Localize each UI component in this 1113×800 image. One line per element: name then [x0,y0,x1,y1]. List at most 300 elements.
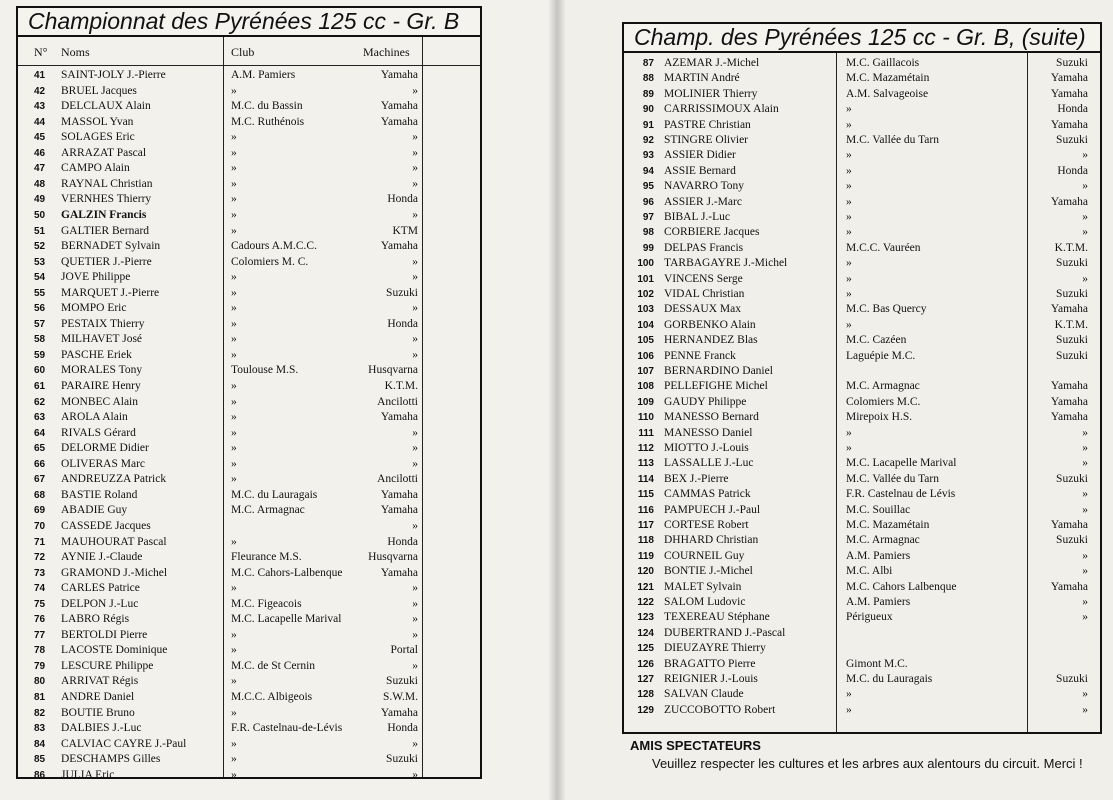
table-header [18,37,480,66]
table-row [624,225,1100,241]
entry-number: 79 [34,660,46,672]
club-name: » [231,473,237,486]
entry-number: 82 [34,707,46,719]
club-name: » [846,118,852,131]
machine-brand: » [1082,211,1088,223]
table-row [624,318,1100,334]
club-name: » [231,162,237,175]
machine-brand: Yamaha [380,566,418,579]
club-name: M.C. Cahors Lalbenque [846,580,957,593]
machine-brand: » [412,737,418,750]
club-name: » [231,193,237,206]
table-row [18,115,480,131]
rider-name: MASSOL Yvan [61,115,134,128]
right-page [556,0,1113,800]
club-name: » [846,180,852,193]
entry-number: 108 [637,381,654,393]
entry-number: 115 [637,489,654,501]
header-machines: Machines [363,45,410,59]
rider-name: MORALES Tony [61,364,143,377]
rider-name: BASTIE Roland [61,488,138,501]
entry-number: 61 [34,381,46,392]
table-row [18,332,480,348]
table-row [624,179,1100,195]
entry-number: 95 [642,181,654,193]
club-name: Fleurance M.S. [231,551,302,564]
rider-name: DESCHAMPS Gilles [61,753,161,766]
machine-brand: » [412,457,418,470]
club-name: » [846,195,852,208]
entry-number: 101 [637,273,654,285]
rider-name: MIOTTO J.-Louis [664,442,749,454]
table-row [624,580,1100,596]
table-row [624,287,1100,303]
club-name: » [231,706,237,719]
rider-name: DELPAS Francis [664,241,744,254]
table-row [624,333,1100,349]
table-row [18,239,480,255]
club-name: M.C. Armagnac [846,534,920,547]
machine-brand: Yamaha [1050,519,1088,531]
machine-brand: » [412,582,418,595]
entry-number: 124 [637,627,654,639]
machine-brand: Suzuki [1056,57,1088,69]
entry-number: 41 [34,70,46,81]
rider-name: DUBERTRAND J.-Pascal [664,626,786,639]
rider-name: LASSALLE J.-Luc [664,457,754,470]
rider-name: VIDAL Christian [664,288,745,300]
entry-number: 83 [34,723,46,735]
entry-number: 50 [34,209,46,221]
entry-number: 47 [34,163,46,175]
rider-name: BERTOLDI Pierre [61,628,148,641]
entry-number: 86 [34,769,46,781]
entry-number: 72 [34,552,46,564]
rider-name: OLIVERAS Marc [61,457,145,470]
club-name: M.C. Gaillacois [846,57,920,69]
club-name: M.C.C. Albigeois [231,691,313,703]
entry-number: 48 [34,178,46,190]
rider-name: MARTIN André [664,72,740,85]
table-row [18,706,480,722]
club-name: M.C. de St Cernin [231,659,316,672]
entry-number: 125 [637,643,654,655]
club-name: » [231,582,237,595]
club-name: » [231,84,237,97]
rider-name: DHHARD Christian [664,534,759,547]
rider-name: BERNARDINO Daniel [664,365,773,377]
machine-brand: Suzuki [1056,472,1088,485]
notice-text: Veuillez respecter les cultures et les arbres aux alentours du circuit. Merci ! [652,756,1083,771]
entry-number: 57 [34,318,46,330]
entry-number: 60 [34,365,46,377]
table-row [18,177,480,193]
table-row [624,626,1100,642]
table-row [624,657,1100,673]
club-name: F.R. Castelnau-de-Lévis [231,722,343,735]
left-page [0,0,556,800]
rider-name: MALET Sylvain [664,580,742,593]
rider-name: LESCURE Philippe [61,659,154,672]
table-row [18,472,480,488]
rider-name: PELLEFIGHE Michel [664,380,768,393]
entry-number: 71 [34,536,46,548]
entry-number: 55 [34,287,46,299]
machine-brand: Suzuki [1056,257,1088,270]
table-row [18,317,480,333]
club-name: » [846,703,852,716]
rider-name: SOLAGES Eric [61,131,135,144]
entry-number: 103 [637,304,654,316]
table-row [18,503,480,519]
rider-name: MANESSO Bernard [664,411,759,424]
club-name: Mirepoix H.S. [846,411,913,424]
club-name: » [846,149,852,162]
machine-brand: S.W.M. [382,691,418,703]
rider-name: PASTRE Christian [664,118,751,131]
club-name: » [231,271,237,284]
table-row [624,302,1100,318]
entry-number: 102 [637,289,654,300]
machine-brand: » [412,768,418,781]
rider-name: DESSAUX Max [664,303,741,316]
machine-brand: Honda [1057,103,1088,116]
table-row [18,426,480,442]
machine-brand: » [1082,549,1088,562]
machine-brand: » [412,131,418,144]
rider-name: CASSEDE Jacques [61,519,151,532]
entry-number: 114 [637,473,654,485]
entry-number: 91 [642,119,654,131]
rider-name: PENNE Franck [664,349,736,362]
table-row [18,84,480,100]
club-name: » [231,457,237,470]
entry-number: 106 [637,350,654,362]
rider-name: GALTIER Bernard [61,224,150,237]
rider-name: ASSIER Didier [664,149,736,162]
entry-number: 129 [637,704,654,716]
machine-brand: Yamaha [380,488,418,501]
machine-brand: Yamaha [1050,195,1088,208]
rider-name: LABRO Régis [61,613,130,626]
machine-brand: » [1082,442,1088,454]
club-name: » [231,208,237,221]
rider-name: ASSIER J.-Marc [664,195,742,208]
entry-number: 62 [34,396,46,408]
club-name: » [846,688,852,701]
rider-name: CALVIAC CAYRE J.-Paul [61,737,187,750]
rider-name: ZUCCOBOTTO Robert [664,703,776,716]
machine-brand: K.T.M. [1054,241,1088,254]
rider-name: PASCHE Eriek [61,348,132,361]
machine-brand: Ancilotti [377,473,418,486]
table-row [18,395,480,411]
machine-brand: KTM [392,224,418,237]
table-row [624,472,1100,488]
machine-brand: Honda [1057,164,1088,177]
table-row [18,348,480,364]
club-name: » [231,380,237,392]
machine-brand: Honda [387,535,418,548]
table-row [18,674,480,690]
table-row [624,133,1100,149]
entry-number: 117 [637,520,654,531]
entry-number: 70 [34,520,46,532]
machine-brand: Yamaha [1050,395,1088,408]
table-row [18,130,480,146]
machine-brand: » [412,84,418,97]
table-row [624,533,1100,549]
machine-brand: » [412,426,418,439]
machine-brand: Yamaha [1050,380,1088,393]
table-row [624,379,1100,395]
entry-number: 96 [642,196,654,208]
machine-brand: » [412,208,418,221]
rider-name: ARRAZAT Pascal [61,146,147,159]
rider-name: REIGNIER J.-Louis [664,673,758,685]
entry-number: 97 [642,212,654,223]
rider-name: MOLINIER Thierry [664,87,758,100]
rider-name: CORBIERE Jacques [664,226,760,239]
header-names: Noms [61,45,90,59]
rider-name: CARRISSIMOUX Alain [664,103,779,116]
table-row [18,457,480,473]
rider-name: SAINT-JOLY J.-Pierre [61,69,166,81]
machine-brand: » [1082,703,1088,716]
rider-name: CORTESE Robert [664,519,749,531]
rider-name: TEXEREAU Stéphane [664,611,770,624]
table-row [18,146,480,162]
left-entry-table [16,37,482,779]
machine-brand: Husqvarna [368,364,418,377]
rider-name: DIEUZAYRE Thierry [664,642,766,655]
table-row [18,410,480,426]
machine-brand: Suzuki [386,675,418,688]
club-name: » [231,177,237,190]
entry-number: 122 [637,597,654,608]
table-row [18,628,480,644]
rider-name: STINGRE Olivier [664,134,749,146]
entry-number: 68 [34,489,46,501]
machine-brand: » [412,146,418,159]
table-row [624,272,1100,288]
entry-number: 54 [34,272,46,284]
club-name: M.C.C. Vauréen [846,241,921,254]
club-name: A.M. Pamiers [846,549,911,562]
club-name: » [231,768,237,781]
machine-brand: Suzuki [1056,134,1088,146]
table-row [18,752,480,768]
rider-name: TARBAGAYRE J.-Michel [664,257,788,270]
rider-name: GALZIN Francis [61,208,147,221]
rider-name: QUETIER J.-Pierre [61,255,152,268]
rider-name: ASSIE Bernard [664,164,736,177]
entry-number: 63 [34,412,46,424]
machine-brand: » [1082,272,1088,285]
table-row [18,519,480,535]
club-name: » [231,286,237,299]
left-page-title: Championnat des Pyrénées 125 cc - Gr. B [16,6,482,37]
machine-brand: Suzuki [1056,334,1088,347]
club-name: Gimont M.C. [846,657,908,670]
club-name: » [231,737,237,750]
entry-number: 49 [34,194,46,206]
entry-number: 43 [34,101,46,113]
rider-name: SALVAN Claude [664,688,744,701]
rider-name: SALOM Ludovic [664,596,746,608]
entry-number: 64 [34,427,46,439]
entry-number: 107 [637,366,654,377]
machine-brand: » [1082,565,1088,578]
machine-brand: » [412,302,418,315]
club-name: » [231,224,237,237]
club-name: » [231,146,237,159]
club-name: » [846,211,852,223]
rider-name: AROLA Alain [61,411,128,424]
machine-brand: Portal [390,644,418,657]
rider-name: BIBAL J.-Luc [664,211,731,223]
entry-number: 51 [34,225,46,237]
table-row [18,161,480,177]
entry-number: 109 [637,396,654,408]
entry-number: 81 [34,692,46,703]
machine-brand: » [412,628,418,641]
table-row [624,564,1100,580]
machine-brand: » [1082,149,1088,162]
table-row [624,441,1100,457]
machine-brand: » [1082,488,1088,501]
rider-name: GRAMOND J.-Michel [61,566,168,579]
table-row [624,503,1100,519]
table-row [18,581,480,597]
rider-name: JULIA Eric [61,768,115,781]
club-name: » [231,426,237,439]
table-row [18,612,480,628]
machine-brand: Suzuki [386,753,418,766]
entry-number: 128 [637,689,654,701]
club-name: M.C. Figeacois [231,597,302,610]
entry-number: 53 [34,256,46,268]
club-name: M.C. Albi [846,565,893,578]
club-name: Cadours A.M.C.C. [231,240,317,253]
rider-name: JOVE Philippe [61,271,131,284]
machine-brand: Yamaha [1050,580,1088,593]
machine-brand: » [412,177,418,190]
table-row [624,410,1100,426]
rider-name: ABADIE Guy [61,504,128,517]
table-row [624,56,1100,72]
club-name: » [231,411,237,424]
table-row [624,195,1100,211]
table-row [18,255,480,271]
table-row [624,703,1100,719]
machine-brand: » [412,271,418,284]
entry-number: 126 [637,658,654,670]
entry-number: 84 [34,738,46,750]
machine-brand: » [412,597,418,610]
club-name: A.M. Pamiers [846,596,911,608]
machine-brand: » [412,519,418,532]
entry-number: 104 [637,319,654,331]
club-name: » [231,333,237,346]
spectator-notice [630,738,1100,773]
table-row [18,363,480,379]
club-name: » [231,644,237,657]
club-name: » [231,628,237,641]
entry-number: 42 [34,85,46,97]
machine-brand: Yamaha [380,411,418,424]
table-row [624,395,1100,411]
entry-number: 67 [34,474,46,486]
club-name: » [231,395,237,408]
machine-brand: Honda [387,722,418,735]
rider-name: MILHAVET José [61,333,143,346]
machine-brand: Honda [387,317,418,330]
entry-number: 88 [642,73,654,85]
entry-number: 100 [637,258,654,270]
machine-brand: Yamaha [1050,72,1088,85]
entry-number: 69 [34,505,46,517]
header-club: Club [231,45,255,59]
rider-name: DELORME Didier [61,442,149,455]
entry-number: 73 [34,567,46,579]
entry-number: 98 [642,227,654,239]
table-row [624,241,1100,257]
table-row [624,549,1100,565]
club-name: » [231,753,237,766]
club-name: » [846,226,852,239]
table-row [624,164,1100,180]
entry-number: 90 [642,104,654,116]
machine-brand: Honda [387,193,418,206]
table-row [624,641,1100,657]
table-row [18,737,480,753]
table-row [18,68,480,84]
club-name: » [231,535,237,548]
table-row [18,286,480,302]
rider-name: HERNANDEZ Blas [664,334,758,347]
entry-number: 77 [34,629,46,641]
club-name: M.C. du Bassin [231,100,303,113]
rider-name: DELCLAUX Alain [61,100,151,113]
rider-name: CAMMAS Patrick [664,488,751,501]
table-row [624,595,1100,611]
machine-brand: » [412,333,418,346]
entry-number: 105 [637,335,654,347]
entry-number: 118 [637,535,654,547]
club-name: Laguépie M.C. [846,349,916,362]
rider-name: ARRIVAT Régis [61,675,139,688]
table-row [18,208,480,224]
table-row [624,487,1100,503]
club-name: » [231,442,237,455]
entry-number: 75 [34,598,46,610]
table-row [18,224,480,240]
machine-brand: Yamaha [380,69,418,81]
club-name: F.R. Castelnau de Lévis [846,488,956,501]
entry-number: 116 [637,504,654,516]
table-row [624,256,1100,272]
entry-number: 56 [34,303,46,315]
club-name: M.C. Vallée du Tarn [846,472,939,485]
machine-brand: » [1082,426,1088,439]
club-name: » [846,272,852,285]
machine-brand: » [1082,611,1088,624]
club-name: » [846,426,852,439]
rider-name: MARQUET J.-Pierre [61,286,160,299]
rider-name: GORBENKO Alain [664,318,756,331]
club-name: » [846,318,852,331]
